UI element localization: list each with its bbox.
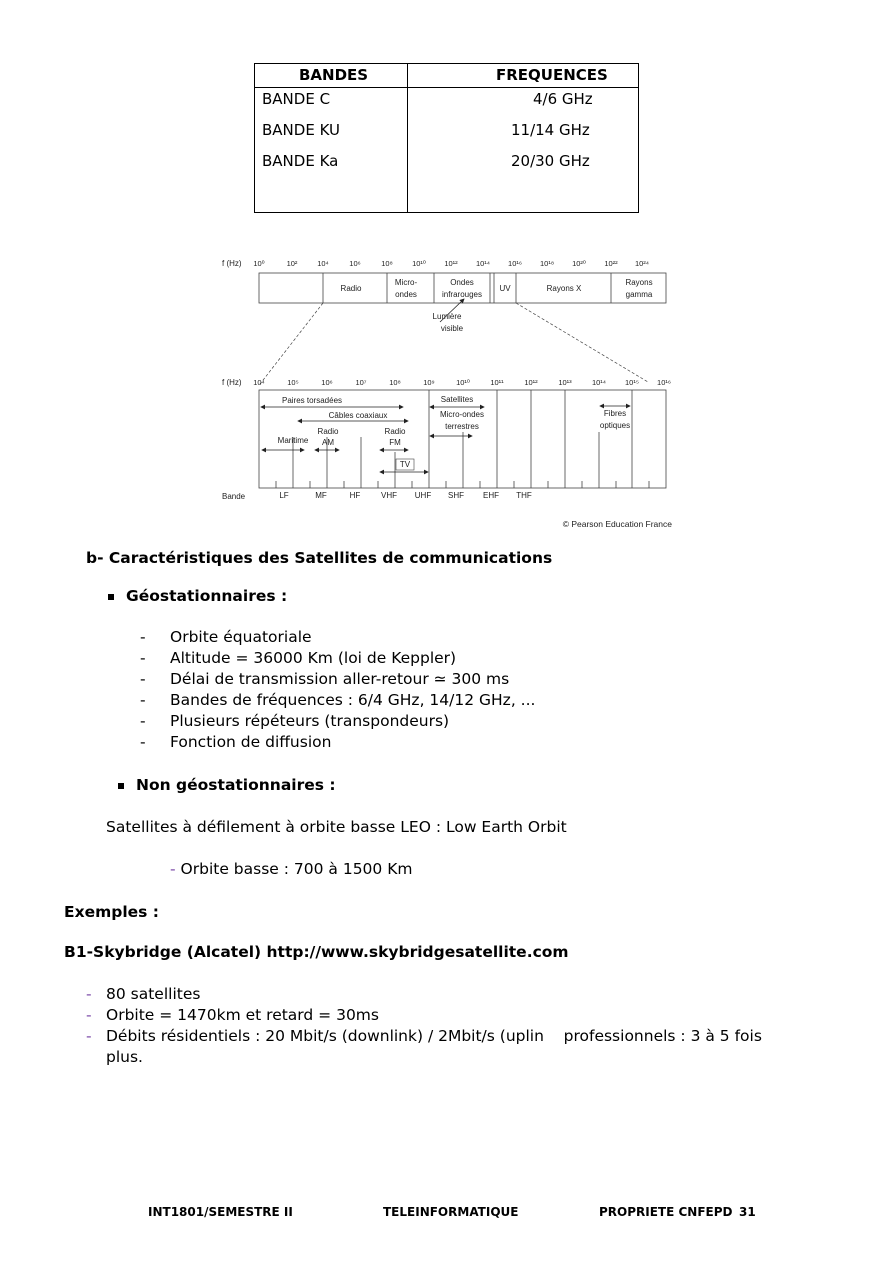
list-item: Débits résidentiels : 20 Mbit/s (downlink) / 2Mbit/s (uplin professionnels : 3 à 5 fois	[106, 1027, 762, 1045]
band-label: THF	[516, 491, 532, 500]
top-tick-label: 10⁰	[253, 259, 265, 268]
list-item: Orbite équatoriale	[170, 628, 312, 646]
band-label: UHF	[414, 491, 432, 500]
footer-course: INT1801/SEMESTRE II	[148, 1205, 293, 1219]
table-cell-band: BANDE KU	[262, 121, 340, 139]
band-axis-label: Bande	[222, 492, 246, 501]
top-tick-label: 10²²	[604, 259, 618, 268]
visible-light-label: Lumière	[432, 312, 462, 321]
list-item: Fonction de diffusion	[170, 733, 332, 751]
bands-table	[254, 63, 639, 213]
region-uv: UV	[499, 284, 511, 293]
top-tick-label: 10¹⁰	[412, 259, 426, 268]
dash-bullet: -	[140, 670, 146, 688]
top-tick-label: 10²	[286, 259, 298, 268]
bottom-tick-label: 10⁷	[355, 378, 367, 387]
region-micro: Micro-	[394, 278, 418, 287]
table-header-divider	[255, 87, 638, 88]
top-tick-label: 10²⁰	[572, 259, 586, 268]
region-ondes: ondes	[395, 290, 417, 299]
band-label: SHF	[448, 491, 464, 500]
bottom-tick-label: 10⁴	[253, 378, 265, 387]
zoom-line-left	[260, 303, 323, 384]
bottom-tick-label: 10¹⁰	[456, 378, 470, 387]
table-header-bandes: BANDES	[299, 66, 369, 84]
bottom-axis-label: f (Hz)	[222, 378, 242, 387]
label-micro-ondes: Micro-ondes	[439, 410, 485, 419]
table-cell-band: BANDE Ka	[262, 152, 339, 170]
square-bullet-icon	[118, 783, 124, 789]
leo-text: Satellites à défilement à orbite basse LEO : Low Earth Orbit	[106, 818, 567, 836]
table-cell-freq: 4/6 GHz	[533, 90, 593, 108]
list-item-continuation: plus.	[106, 1048, 143, 1066]
label-optiques: optiques	[599, 421, 631, 430]
list-item: Bandes de fréquences : 6/4 GHz, 14/12 GHz, ...	[170, 691, 536, 709]
band-label: VHF	[381, 491, 397, 500]
region-rayons: Rayons	[625, 278, 653, 287]
region-gamma: gamma	[625, 290, 653, 299]
leo-item-text: Orbite basse : 700 à 1500 Km	[180, 860, 413, 878]
geo-heading	[108, 587, 287, 605]
zoom-line-right	[516, 303, 648, 382]
bottom-tick-label: 10¹⁵	[625, 378, 639, 387]
label-radio-am: Radio	[317, 427, 339, 436]
dash-bullet: -	[140, 649, 146, 667]
top-axis-label: f (Hz)	[222, 259, 242, 268]
square-bullet-icon	[108, 594, 114, 600]
band-label: LF	[279, 491, 289, 500]
top-tick-label: 10⁸	[381, 259, 393, 268]
bottom-tick-label: 10¹⁴	[591, 378, 607, 387]
list-item: Plusieurs répéteurs (transpondeurs)	[170, 712, 450, 730]
table-cell-freq: 11/14 GHz	[511, 121, 590, 139]
dash-bullet: -	[86, 1027, 92, 1045]
b1-title: B1-Skybridge (Alcatel) http://www.skybridgesatellite.com	[64, 943, 569, 961]
label-fibres: Fibres	[603, 409, 627, 418]
top-tick-label: 10¹²	[444, 259, 458, 268]
label-radio-fm: Radio	[384, 427, 406, 436]
nongeo-heading	[118, 776, 336, 794]
dash-bullet: -	[140, 712, 146, 730]
band-label: MF	[315, 491, 327, 500]
list-item: Altitude = 36000 Km (loi de Keppler)	[170, 649, 457, 667]
bottom-tick-label: 10⁶	[321, 378, 333, 387]
band-label: EHF	[483, 491, 499, 500]
label-fm: FM	[389, 438, 401, 447]
table-cell-band: BANDE C	[262, 90, 331, 108]
section-b-title: b- Caractéristiques des Satellites de communications	[86, 549, 553, 567]
bottom-tick-label: 10¹¹	[490, 378, 504, 387]
bottom-tick-label: 10¹⁶	[657, 378, 671, 387]
dash-bullet: -	[140, 628, 146, 646]
top-tick-label: 10²⁴	[634, 259, 650, 268]
examples-title: Exemples :	[64, 903, 159, 921]
region-rayons-x: Rayons X	[546, 284, 582, 293]
top-tick-label: 10¹⁸	[539, 259, 555, 268]
dash-bullet: -	[140, 691, 146, 709]
label-cables: Câbles coaxiaux	[328, 411, 388, 420]
footer-subject: TELEINFORMATIQUE	[383, 1205, 519, 1219]
bottom-tick-label: 10⁵	[287, 378, 299, 387]
label-paires: Paires torsadées	[281, 396, 343, 405]
bottom-tick-label: 10¹²	[524, 378, 538, 387]
bottom-tick-label: 10⁸	[389, 378, 401, 387]
nongeo-title: Non géostationnaires :	[136, 776, 336, 794]
top-tick-label: 10⁴	[317, 259, 329, 268]
region-ondes-ir: Ondes	[450, 278, 474, 287]
top-tick-label: 10¹⁴	[475, 259, 491, 268]
list-item: Délai de transmission aller-retour ≃ 300 ms	[170, 670, 510, 688]
leo-item	[170, 860, 412, 878]
spectrum-figure	[218, 252, 674, 534]
geo-title: Géostationnaires :	[126, 587, 288, 605]
bottom-tick-label: 10¹³	[558, 378, 572, 387]
visible-light-label: visible	[440, 324, 464, 333]
label-maritime: Maritime	[277, 436, 309, 445]
dash-bullet: -	[86, 985, 92, 1003]
bottom-tick-label: 10⁹	[423, 378, 435, 387]
top-tick-label: 10¹⁶	[508, 259, 522, 268]
region-infrarouges: infrarouges	[441, 290, 483, 299]
list-item: 80 satellites	[106, 985, 201, 1003]
label-tv: TV	[399, 460, 411, 469]
page-number: 31	[739, 1205, 756, 1219]
table-header-frequences: FREQUENCES	[496, 66, 608, 84]
dash-bullet: -	[140, 733, 146, 751]
band-label: HF	[349, 491, 361, 500]
top-tick-label: 10⁶	[349, 259, 361, 268]
dash-bullet: -	[170, 860, 176, 878]
label-am: AM	[322, 438, 334, 447]
region-radio: Radio	[340, 284, 362, 293]
table-cell-freq: 20/30 GHz	[511, 152, 590, 170]
footer-owner: PROPRIETE CNFEPD	[599, 1205, 733, 1219]
figure-credit: © Pearson Education France	[562, 519, 672, 529]
label-satellites: Satellites	[440, 395, 474, 404]
list-item: Orbite = 1470km et retard = 30ms	[106, 1006, 379, 1024]
dash-bullet: -	[86, 1006, 92, 1024]
label-terrestres: terrestres	[445, 422, 479, 431]
